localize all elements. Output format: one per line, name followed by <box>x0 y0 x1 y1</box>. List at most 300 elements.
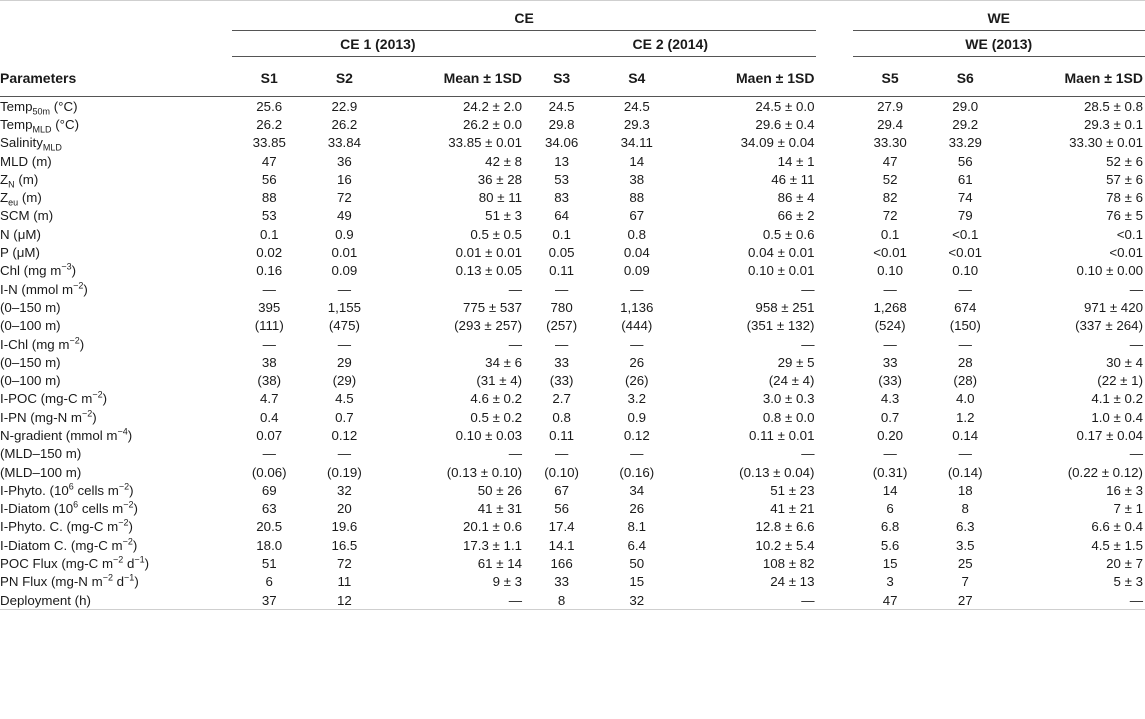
column-header-s5: S5 <box>853 60 928 97</box>
table-row <box>0 408 1145 426</box>
table-cell: 3.5 <box>956 537 975 553</box>
table-cell: 1.0 ± 0.4 <box>1091 409 1143 425</box>
table-cell: — <box>382 591 524 610</box>
parameter-label: (MLD–150 m) <box>0 446 82 462</box>
table-cell: (22 ± 1) <box>1097 373 1143 389</box>
table-cell: 0.11 <box>549 427 575 443</box>
table-cell: 25 <box>957 556 973 572</box>
parameter-label: I-Phyto. C. (mg-C $m^{-2}$) <box>0 518 133 535</box>
table-row <box>0 463 1145 481</box>
table-cell: 56 <box>957 153 973 169</box>
table-cell: 33.29 <box>948 135 982 151</box>
table-cell: 52 ± 6 <box>1106 153 1143 169</box>
group-header-we: WE <box>853 1 1145 34</box>
table-cell: 34.06 <box>544 135 579 151</box>
table-cell: 14 <box>629 153 645 169</box>
parameter-label: SCM (m) <box>0 208 54 224</box>
table-cell: 61 <box>957 171 973 187</box>
table-cell: 16 <box>336 171 352 187</box>
parameter-label: $Z_{eu}$ (m) <box>0 190 42 208</box>
table-cell: (337 ± 264) <box>1075 318 1143 334</box>
table-cell: (0.13 ± 0.04) <box>739 464 815 480</box>
table-cell: 34.09 ± 0.04 <box>740 135 815 151</box>
table-row <box>0 134 1145 152</box>
table-cell: 0.11 ± 0.01 <box>749 427 815 443</box>
parameter-label: (0–150 m) <box>0 299 61 315</box>
table-cell: 15 <box>882 556 898 572</box>
table-cell: (0.14) <box>947 464 983 480</box>
table-cell: 0.10 ± 0.03 <box>455 427 523 443</box>
table-cell: 20 ± 7 <box>1106 556 1143 572</box>
table-cell: 0.04 <box>623 245 650 261</box>
table-cell: 4.5 <box>335 391 354 407</box>
table-cell: 0.16 <box>256 263 283 279</box>
table-cell: 16.5 <box>331 537 358 553</box>
table-cell: 26.2 <box>331 116 358 132</box>
table-row <box>0 536 1145 554</box>
table-cell: — <box>674 591 816 610</box>
table-cell: 36 ± 28 <box>477 171 523 187</box>
table-cell: (293 ± 257) <box>454 318 523 334</box>
table-cell: — <box>801 281 815 297</box>
parameter-label: (MLD–100 m) <box>0 464 82 480</box>
table-cell: 29.3 ± 0.1 <box>1083 116 1143 132</box>
table-cell: 61 ± 14 <box>477 556 523 572</box>
parameter-label: Temp$_{50m}$ (°C) <box>0 98 78 117</box>
table-cell: 0.9 <box>335 226 354 242</box>
table-row <box>0 280 1145 298</box>
table-cell: 76 ± 5 <box>1106 208 1143 224</box>
table-row <box>0 335 1145 353</box>
table-cell: — <box>630 281 644 297</box>
table-row <box>0 188 1145 206</box>
parameter-label: Deployment (h) <box>0 591 232 610</box>
table-cell: 0.14 <box>952 427 979 443</box>
table-cell: 780 <box>550 299 573 315</box>
table-row <box>0 115 1145 133</box>
table-cell: <0.01 <box>948 245 983 261</box>
table-cell: 11 <box>337 574 352 590</box>
table-row <box>0 554 1145 572</box>
table-cell: 0.10 ± 0.01 <box>748 263 815 279</box>
table-cell: (29) <box>332 373 357 389</box>
table-cell: 29.4 <box>877 116 904 132</box>
table-cell: 26.2 ± 0.0 <box>462 116 523 132</box>
table-cell: — <box>1003 591 1145 610</box>
table-cell: 24.2 ± 2.0 <box>462 98 523 114</box>
table-cell: 53 <box>554 171 570 187</box>
table-cell: 6.4 <box>627 537 647 553</box>
table-cell: 20.1 ± 0.6 <box>462 519 523 535</box>
table-cell: <0.01 <box>1109 245 1143 261</box>
table-cell: 0.10 <box>877 263 904 279</box>
parameter-label: N (μM) <box>0 226 41 242</box>
table-row <box>0 518 1145 536</box>
table-cell: 80 ± 11 <box>478 190 523 206</box>
table-cell: — <box>1129 336 1143 352</box>
parameter-label: I-POC (mg-C $m^{-2}$) <box>0 389 108 407</box>
table-cell: 4.6 ± 0.2 <box>470 391 523 407</box>
table-cell: 51 <box>261 556 277 572</box>
table-cell: — <box>554 446 569 462</box>
table-cell: 41 ± 31 <box>477 501 523 517</box>
table-cell: 83 <box>554 190 570 206</box>
table-cell: 30 ± 4 <box>1106 354 1143 370</box>
parameter-label: POC Flux (mg-C $m^{-2}$ $d^{-1}$) <box>0 554 150 572</box>
table-cell: 29 ± 5 <box>777 354 815 370</box>
table-cell: — <box>883 446 897 462</box>
table-cell: 8.1 <box>627 519 647 535</box>
table-body <box>0 97 1145 610</box>
table-cell: 0.8 ± 0.0 <box>762 409 815 425</box>
table-cell: (111) <box>254 318 284 334</box>
parameter-label: I-Chl (mg $m^{-2}$) <box>0 335 85 352</box>
table-cell: 34 <box>629 482 645 498</box>
parameter-label: I-Diatom ($10^6$ cells $m^{-2}$) <box>0 499 138 517</box>
table-cell: 27 <box>928 591 1003 610</box>
table-cell: 6.3 <box>956 519 975 535</box>
table-cell: 0.04 ± 0.01 <box>748 245 815 261</box>
table-cell: 63 <box>261 501 277 517</box>
table-cell: 22.9 <box>331 98 358 114</box>
table-cell: 33.85 ± 0.01 <box>448 135 523 151</box>
table-cell: 7 <box>961 574 969 590</box>
table-cell: (0.22 ± 0.12) <box>1067 464 1143 480</box>
table-cell: 50 <box>629 556 645 572</box>
table-cell: 56 <box>261 171 277 187</box>
column-header-mean-we: Maen ± 1SD <box>1003 60 1145 97</box>
table-row <box>0 170 1145 188</box>
table-cell: 29.0 <box>952 98 979 114</box>
table-cell: — <box>337 336 352 352</box>
table-cell: 33 <box>554 354 570 370</box>
table-row <box>0 500 1145 518</box>
table-cell: 19.6 <box>331 519 358 535</box>
table-cell: — <box>958 446 972 462</box>
table-cell: 1,155 <box>327 299 362 315</box>
table-cell: 12.8 ± 6.6 <box>755 519 815 535</box>
table-cell: 24.5 <box>548 98 575 114</box>
table-cell: 57 ± 6 <box>1106 171 1143 187</box>
table-cell: 14 <box>882 482 898 498</box>
table-cell: 0.09 <box>623 263 650 279</box>
column-header-s1: S1 <box>232 60 307 97</box>
table-cell: 0.09 <box>331 263 358 279</box>
table-cell: 33 <box>882 354 898 370</box>
table-cell: 74 <box>957 190 973 206</box>
table-row <box>0 426 1145 444</box>
parameter-label: Salinity$_{MLD}$ <box>0 135 62 153</box>
table-cell: 25.6 <box>256 98 283 114</box>
column-header-s4: S4 <box>599 60 674 97</box>
column-header-s6: S6 <box>928 60 1003 97</box>
table-cell: 0.17 ± 0.04 <box>1076 427 1143 443</box>
table-cell: — <box>262 336 276 352</box>
table-cell: (150) <box>949 318 981 334</box>
table-row <box>0 152 1145 170</box>
table-cell: (0.10) <box>544 464 579 480</box>
table-cell: — <box>1129 446 1143 462</box>
table-cell: — <box>554 336 569 352</box>
table-cell: 47 <box>261 153 277 169</box>
table-cell: 3 <box>886 574 894 590</box>
table-cell: — <box>1129 281 1143 297</box>
table-cell: 0.9 <box>627 409 647 425</box>
table-cell: 46 ± 11 <box>771 171 815 187</box>
table-cell: 1,268 <box>873 299 907 315</box>
table-cell: 8 <box>524 591 599 610</box>
table-row <box>0 445 1145 463</box>
table-cell: 52 <box>882 171 898 187</box>
table-cell: 0.13 ± 0.05 <box>455 263 523 279</box>
table-cell: 6.8 <box>880 519 900 535</box>
group-header-ce: CE <box>232 1 817 34</box>
table-cell: — <box>958 336 972 352</box>
table-cell: — <box>262 281 276 297</box>
table-cell: 33.84 <box>327 135 362 151</box>
table-cell: 0.7 <box>335 409 354 425</box>
table-row <box>0 371 1145 389</box>
table-cell: 0.20 <box>877 427 904 443</box>
table-cell: 775 ± 537 <box>462 299 523 315</box>
parameter-label: I-Phyto. ($10^6$ cells $m^{-2}$) <box>0 481 134 498</box>
table-cell: 6 <box>265 574 273 590</box>
table-cell: 0.05 <box>548 245 575 261</box>
table-cell: 14 ± 1 <box>777 153 815 169</box>
table-cell: 29.3 <box>623 116 650 132</box>
table-cell: 14.1 <box>548 537 575 553</box>
table-cell: 0.1 <box>259 226 279 242</box>
table-cell: 34 ± 6 <box>485 354 523 370</box>
parameter-label: (0–100 m) <box>0 318 61 334</box>
parameter-label: N-gradient (mmol $m^{-4}$) <box>0 426 133 443</box>
table-cell: 42 ± 8 <box>485 153 523 169</box>
table-cell: 0.01 ± 0.01 <box>455 245 523 261</box>
table-cell: 7 ± 1 <box>1113 501 1143 517</box>
table-cell: 79 <box>957 208 973 224</box>
table-row <box>0 225 1145 243</box>
table-cell: 0.01 <box>331 245 358 261</box>
table-cell: 64 <box>554 208 570 224</box>
table-cell: 395 <box>258 299 281 315</box>
table-cell: — <box>801 336 815 352</box>
table-cell: 4.3 <box>880 391 900 407</box>
table-cell: (351 ± 132) <box>746 318 815 334</box>
table-cell: — <box>883 281 897 297</box>
table-cell: 0.5 ± 0.6 <box>762 226 815 242</box>
table-cell: 88 <box>261 190 277 206</box>
table-row <box>0 243 1145 261</box>
table-cell: (28) <box>953 373 978 389</box>
parameter-label: Temp$_{MLD}$ (°C) <box>0 116 80 135</box>
table-cell: — <box>554 281 569 297</box>
table-cell: 29.2 <box>952 116 979 132</box>
table-cell: 0.10 <box>952 263 979 279</box>
parameter-label: I-N (mmol $m^{-2}$) <box>0 280 88 297</box>
parameter-label: I-Diatom C. (mg-C $m^{-2}$) <box>0 536 138 553</box>
table-cell: 971 ± 420 <box>1083 299 1143 315</box>
table-cell: 0.1 <box>552 226 571 242</box>
table-cell: (33) <box>549 373 574 389</box>
table-cell: 0.7 <box>880 409 900 425</box>
table-cell: 8 <box>961 501 969 517</box>
table-cell: 4.0 <box>956 391 975 407</box>
subgroup-header-ce2: CE 2 (2014) <box>524 33 816 60</box>
table-cell: 17.4 <box>548 519 575 535</box>
parameter-label: Chl (mg $m^{-3}$) <box>0 261 77 279</box>
table-cell: 0.11 <box>549 263 575 279</box>
table-cell: — <box>630 336 644 352</box>
table-cell: 26 <box>629 501 645 517</box>
table-cell: (444) <box>621 318 653 334</box>
table-cell: 38 <box>629 171 645 187</box>
table-cell: 0.5 ± 0.5 <box>470 226 523 242</box>
table-cell: — <box>337 281 352 297</box>
table-row <box>0 262 1145 280</box>
parameter-label: (0–100 m) <box>0 373 61 389</box>
table-cell: 34.11 <box>620 135 653 151</box>
table-cell: 32 <box>336 482 352 498</box>
table-cell: <0.01 <box>873 245 907 261</box>
table-cell: 27.9 <box>877 98 904 114</box>
table-cell: — <box>801 446 815 462</box>
table-cell: 33.30 <box>873 135 907 151</box>
table-cell: 0.12 <box>331 427 358 443</box>
table-cell: 26 <box>629 354 645 370</box>
table-cell: 38 <box>261 354 277 370</box>
table-cell: 0.5 ± 0.2 <box>470 409 523 425</box>
table-cell: (33) <box>878 373 902 389</box>
subgroup-header-we: WE (2013) <box>853 33 1145 60</box>
table-cell: 56 <box>554 501 570 517</box>
table-cell: — <box>883 336 897 352</box>
table-row <box>0 97 1145 116</box>
table-cell: 10.2 ± 5.4 <box>755 537 815 553</box>
table-cell: 24.5 <box>623 98 650 114</box>
table-cell: 4.7 <box>259 391 279 407</box>
table-cell: 51 ± 23 <box>770 482 815 498</box>
column-header-s3: S3 <box>524 60 599 97</box>
table-cell: 0.10 ± 0.00 <box>1076 263 1143 279</box>
table-cell: 12 <box>307 591 382 610</box>
table-cell: 16 ± 3 <box>1106 482 1143 498</box>
table-cell: 15 <box>629 574 645 590</box>
table-cell: 108 ± 82 <box>762 556 815 572</box>
table-cell: (31 ± 4) <box>476 373 523 389</box>
table-row <box>0 353 1145 371</box>
table-cell: 33 <box>554 574 570 590</box>
table-cell: 78 ± 6 <box>1106 190 1143 206</box>
table-cell: 28.5 ± 0.8 <box>1083 98 1143 114</box>
table-cell: 20 <box>336 501 352 517</box>
table-cell: 72 <box>336 190 352 206</box>
table-cell: 0.4 <box>259 409 279 425</box>
table-cell: 3.2 <box>627 391 647 407</box>
table-cell: (0.31) <box>872 464 908 480</box>
table-cell: — <box>958 281 972 297</box>
column-header-parameters: Parameters <box>0 60 232 97</box>
table-cell: (524) <box>874 318 906 334</box>
table-cell: — <box>508 446 523 462</box>
table-cell: 166 <box>550 556 573 572</box>
table-cell: (24 ± 4) <box>768 373 815 389</box>
table-cell: 69 <box>261 482 277 498</box>
table-cell: 47 <box>882 153 898 169</box>
table-cell: 24 ± 13 <box>770 574 815 590</box>
table-cell: 18.0 <box>256 537 283 553</box>
table-cell: 4.5 ± 1.5 <box>1091 537 1143 553</box>
table-row <box>0 573 1145 591</box>
table-cell: 29 <box>336 354 352 370</box>
table-cell: 26.2 <box>256 116 283 132</box>
table-cell: 13 <box>554 153 570 169</box>
table-row <box>0 481 1145 499</box>
table-row <box>0 390 1145 408</box>
table-cell: (0.16) <box>619 464 655 480</box>
table-cell: 958 ± 251 <box>755 299 815 315</box>
table-cell: — <box>508 281 523 297</box>
table-cell: 0.07 <box>256 427 283 443</box>
table-cell: (0.06) <box>251 464 287 480</box>
table-row <box>0 591 1145 610</box>
table-cell: 0.1 <box>880 226 900 242</box>
table-cell: 0.8 <box>552 409 571 425</box>
parameter-label: MLD (m) <box>0 153 52 169</box>
table-cell: (26) <box>624 373 649 389</box>
table-cell: 67 <box>629 208 645 224</box>
table-cell: 86 ± 4 <box>777 190 815 206</box>
table-cell: 20.5 <box>256 519 283 535</box>
column-header-mean-ce1: Mean ± 1SD <box>382 60 524 97</box>
table-cell: (475) <box>328 318 360 334</box>
table-cell: 0.02 <box>256 245 283 261</box>
table-cell: 1.2 <box>956 409 975 425</box>
table-cell: (257) <box>546 318 578 334</box>
table-cell: 1,136 <box>620 299 654 315</box>
column-header-mean-ce2: Maen ± 1SD <box>674 60 816 97</box>
table-cell: 9 ± 3 <box>492 574 523 590</box>
table-cell: 37 <box>232 591 307 610</box>
table-cell: <0.1 <box>1116 226 1143 242</box>
table-cell: 32 <box>599 591 674 610</box>
parameter-label: I-PN (mg-N $m^{-2}$) <box>0 408 97 425</box>
table-cell: 72 <box>336 556 352 572</box>
table-cell: 33.85 <box>252 135 286 151</box>
table-cell: 674 <box>954 299 977 315</box>
parameter-label: (0–150 m) <box>0 354 61 370</box>
table-row <box>0 207 1145 225</box>
table-cell: 53 <box>261 208 277 224</box>
table-cell: 36 <box>336 153 352 169</box>
parameter-label: P (μM) <box>0 245 40 261</box>
column-header-s2: S2 <box>307 60 382 97</box>
table-cell: (0.19) <box>327 464 362 480</box>
table-cell: 41 ± 21 <box>770 501 815 517</box>
table-cell: 6.6 ± 0.4 <box>1091 519 1143 535</box>
table-cell: 49 <box>336 208 352 224</box>
table-cell: (0.13 ± 0.10) <box>446 464 523 480</box>
table-cell: — <box>262 446 276 462</box>
table-cell: — <box>508 336 523 352</box>
table-cell: <0.1 <box>952 226 979 242</box>
table-cell: 50 ± 26 <box>477 482 523 498</box>
table-cell: 3.0 ± 0.3 <box>762 391 815 407</box>
table-cell: 5.6 <box>880 537 900 553</box>
table-cell: 66 ± 2 <box>777 208 815 224</box>
table-cell: 0.12 <box>623 427 650 443</box>
table-cell: 24.5 ± 0.0 <box>755 98 815 114</box>
table-cell: 72 <box>882 208 898 224</box>
